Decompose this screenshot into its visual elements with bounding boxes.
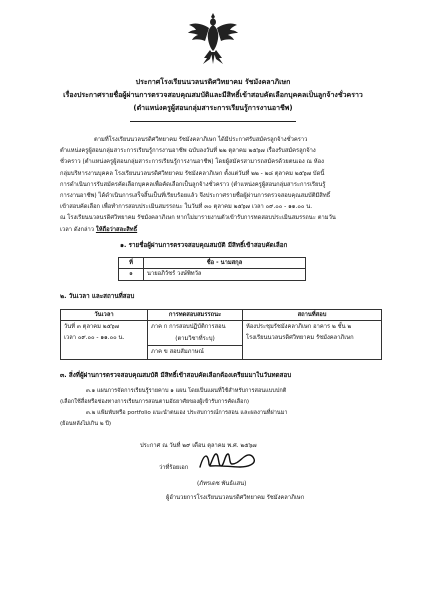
cell-no: ๑	[119, 269, 144, 281]
table-row	[119, 269, 306, 281]
body-paragraph	[60, 135, 390, 236]
cell-date	[61, 321, 148, 360]
signer-name: (ภัทรเดช พันธ์แสน)	[197, 481, 247, 487]
requirements-list	[60, 386, 380, 430]
section1-title: ๑. รายชื่อผู้ผ่านการตรวจสอบคุณสมบัติ มีสิทธิ์เข้าสอบคัดเลือก	[120, 242, 288, 249]
requirement-item: ๓.๑ แผนการจัดการเรียนรู้รายคาบ ๑ แผน โดยเป็นแผนที่ใช้สำหรับการสอนแบบปกติ	[86, 388, 287, 394]
header-subject: เรื่องประกาศรายชื่อผู้ผ่านการตรวจสอบคุณสมบัติและมีสิทธิ์เข้าสอบคัดเลือกบุคคลเป็นลูกจ้างชั่วคราว	[63, 91, 363, 99]
col-method-header: การทดสอบสมรรถนะ	[148, 310, 243, 321]
section3-title: ๓. สิ่งที่ผู้ผ่านการตรวจสอบคุณสมบัติ มีสิทธิ์เข้าสอบคัดเลือกต้องเตรียมมาในวันทดสอบ	[60, 372, 292, 379]
date-line: วันที่ ๓ ตุลาคม ๒๕๖๗	[64, 324, 120, 330]
requirement-note: (ย้อนหลังไม่เกิน ๒ ปี)	[60, 421, 112, 427]
body-line: การดำเนินการรับสมัครคัดเลือกบุคคลเพื่อคัดเลือกเป็นลูกจ้างชั่วคราว (ตำแหน่งครูผู้สอนกลุ่มสาระการเรียนรู้	[60, 181, 326, 188]
col-name-header: ชื่อ - นามสกุล	[144, 258, 306, 269]
section2-title: ๒. วันเวลา และสถานที่สอบ	[60, 293, 135, 300]
header-position: (ตำแหน่งครูผู้สอนกลุ่มสาระการเรียนรู้การงานอาชีพ)	[133, 104, 293, 112]
header-divider	[130, 121, 296, 122]
schedule-table	[60, 309, 382, 360]
header-title: ประกาศโรงเรียนนวลนรดิศวิทยาคม รัชมังคลาภิเษก	[135, 78, 291, 86]
requirement-item: ๓.๒ แฟ้มพับหรือ portfolio แนะนำตนเอง ประสบการณ์การสอน และผลงานที่ผ่านมา	[86, 410, 288, 416]
body-line: เข้าสอบคัดเลือก เพื่อทำการสอบประเมินสมรรถนะ ในวันที่ ๓๐ ตุลาคม ๒๕๖๗ เวลา ๐๙.๐๐ - ๑๑.๐๐ น.	[60, 204, 313, 211]
cell-method	[148, 321, 243, 360]
signer-position: ผู้อำนวยการโรงเรียนนวลนรดิศวิทยาคม รัชมังคลาภิเษก	[166, 495, 305, 501]
announce-date: ประกาศ ณ วันที่ ๒๙ เดือน ตุลาคม พ.ศ. ๒๕๖๗	[140, 443, 257, 449]
signature-image	[196, 447, 258, 477]
place-line: โรงเรียนนวลนรดิศวิทยาคม รัชมังคลาภิเษก	[246, 334, 354, 341]
body-line: กลุ่มบริหารงานบุคคล โรงเรียนนวลนรดิศวิทยาคม รัชมังคลาภิเษก ตั้งแต่วันที่ ๒๒ - ๒๘ ตุลาคม ๒๕๖๗ บัดนี้	[60, 170, 325, 177]
table-header-row	[119, 258, 306, 269]
body-line: การงานอาชีพ) ได้ดำเนินการเสร็จสิ้นเป็นที่เรียบร้อยแล้ว จึงประกาศรายชื่อผู้ผ่านการตรวจสอบคุณสมบัติมีสิทธิ์	[60, 193, 331, 200]
body-forfeit-note: ให้ถือว่าสละสิทธิ์	[95, 226, 138, 233]
requirement-note: (เลือกใช้สื่อหรือช่องทางการเรียนการสอนตามอัธยาศัยของผู้เข้ารับการคัดเลือก)	[60, 399, 250, 405]
method-part-b: ภาค ข สอบสัมภาษณ์	[151, 349, 204, 355]
body-line: ณ โรงเรียนนวลนรดิศวิทยาคม รัชมังคลาภิเษก หากไม่มารายงานตัวเข้ารับการทดสอบประเมินสมรรถนะ ตามวัน	[60, 215, 336, 222]
body-line: ตามที่โรงเรียนนวลนรดิศวิทยาคม รัชมังคลาภิเษก ได้มีประกาศรับสมัครลูกจ้างชั่วคราว	[94, 137, 308, 143]
body-line: ตำแหน่งครูผู้สอนกลุ่มสาระการเรียนรู้การงานอาชีพ ฉบับลงวันที่ ๒๒ ตุลาคม ๒๕๖๗ เรื่องรับสมัครลูกจ้าง	[60, 148, 316, 155]
method-part-a: ภาค ก การสอบปฏิบัติการสอน	[151, 324, 226, 330]
table-header-row	[61, 310, 382, 321]
candidate-table	[118, 257, 306, 281]
place-line: ห้องประชุมรัชมังคลาภิเษก อาคาร ๒ ชั้น ๒	[246, 324, 352, 330]
table-row	[61, 321, 382, 360]
cell-place	[243, 321, 382, 360]
col-date-header: วันเวลา	[61, 310, 148, 321]
method-part-a-note: (ตามวิชาที่ระบุ)	[148, 334, 242, 347]
garuda-emblem-icon	[184, 10, 242, 68]
signer-rank: ว่าที่ร้อยเอก	[159, 465, 189, 471]
body-line: ชั่วคราว (ตำแหน่งครูผู้สอนกลุ่มสาระการเรียนรู้การงานอาชีพ) โดยผู้สมัครสามารถสมัครด้วยตนเอง ณ ห้อง	[60, 159, 324, 166]
body-last-prefix: เวลา ดังกล่าว	[60, 226, 96, 233]
col-place-header: สถานที่สอบ	[243, 310, 382, 321]
cell-name: นายอภิวัชร์ วงษ์พิทวัล	[144, 269, 306, 281]
col-no-header: ที่	[119, 258, 144, 269]
body-line-last	[60, 225, 390, 236]
time-line: เวลา ๐๙.๐๐ - ๑๑.๐๐ น.	[64, 334, 125, 341]
